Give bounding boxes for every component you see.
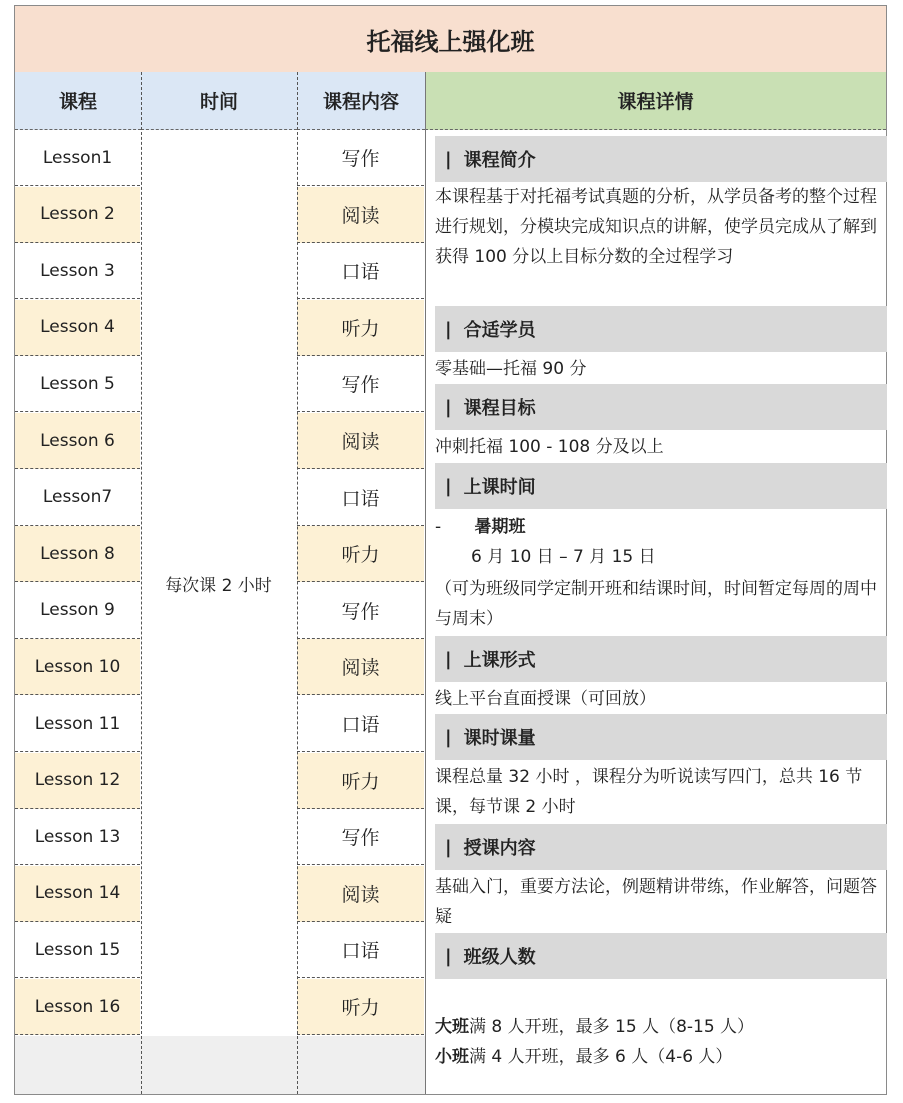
schedule-dash: - — [435, 517, 442, 537]
empty-cell — [15, 1036, 141, 1094]
lesson-content-cell: 听力 — [297, 979, 424, 1035]
column-divider — [297, 72, 298, 1094]
lesson-name-cell: Lesson 12 — [15, 753, 140, 809]
empty-cell — [297, 1036, 425, 1094]
small-class-text: 满 4 人开班，最多 6 人（4-6 人） — [469, 1047, 733, 1067]
header-details: 课程详情 — [425, 72, 886, 130]
lesson-content-cell: 写作 — [297, 809, 424, 865]
lesson-name-cell: Lesson 9 — [15, 583, 140, 639]
section-title: 课时课量 — [463, 728, 536, 749]
header-content: 课程内容 — [297, 72, 425, 130]
lesson-name-cell: Lesson 2 — [15, 187, 140, 243]
lesson-name-cell: Lesson7 — [15, 470, 140, 526]
lesson-name-cell: Lesson 8 — [15, 526, 140, 582]
section-intro — [435, 136, 887, 182]
lesson-content-cell: 阅读 — [297, 413, 424, 469]
lesson-name-cell: Lesson1 — [15, 130, 140, 186]
section-title: 课程简介 — [463, 150, 536, 171]
intro-text: 本课程基于对托福考试真题的分析，从学员备考的整个过程进行规划，分模块完成知识点的讲解，使学员完成从了解到获得 100 分以上目标分数的全过程学习 — [435, 187, 877, 267]
section-bar: | — [445, 945, 452, 967]
section-schedule — [435, 463, 887, 509]
lesson-content-cell: 口语 — [297, 922, 424, 978]
lesson-content-cell: 听力 — [297, 300, 424, 356]
lesson-content-cell: 口语 — [297, 696, 424, 752]
teaching-text: 基础入门，重要方法论，例题精讲带练，作业解答，问题答疑 — [435, 877, 877, 927]
schedule-term: 暑期班 — [474, 517, 526, 537]
time-cell: 每次课 2 小时 — [165, 575, 272, 596]
small-class-row — [435, 1042, 883, 1072]
lesson-name-cell: Lesson 6 — [15, 413, 140, 469]
empty-cell — [141, 1036, 297, 1094]
section-bar: | — [445, 648, 452, 670]
column-divider — [141, 72, 142, 1094]
big-class-row — [435, 1012, 883, 1042]
section-teaching — [435, 824, 887, 870]
course-table — [14, 5, 887, 1095]
lesson-content-cell: 阅读 — [297, 866, 424, 922]
lesson-content-cell: 口语 — [297, 243, 424, 299]
section-title: 授课内容 — [463, 838, 536, 859]
lesson-name-cell: Lesson 10 — [15, 639, 140, 695]
lesson-name-cell: Lesson 4 — [15, 300, 140, 356]
section-bar: | — [445, 836, 452, 858]
section-goal — [435, 384, 887, 430]
format-text: 线上平台直面授课（可回放） — [435, 689, 656, 709]
big-class-label: 大班 — [435, 1017, 469, 1037]
students-text: 零基础—托福 90 分 — [435, 359, 587, 379]
details-panel — [425, 130, 888, 1096]
table-title: 托福线上强化班 — [15, 6, 886, 73]
lesson-name-cell: Lesson 13 — [15, 809, 140, 865]
section-title: 班级人数 — [463, 947, 536, 968]
section-bar: | — [445, 148, 452, 170]
section-format — [435, 636, 887, 682]
section-title: 课程目标 — [463, 398, 536, 419]
lesson-content-cell: 写作 — [297, 130, 424, 186]
lesson-content-cell: 写作 — [297, 583, 424, 639]
lesson-content-cell: 阅读 — [297, 639, 424, 695]
lesson-name-cell: Lesson 5 — [15, 356, 140, 412]
section-title: 上课时间 — [463, 477, 536, 498]
section-title: 合适学员 — [463, 320, 536, 341]
lesson-name-cell: Lesson 11 — [15, 696, 140, 752]
big-class-text: 满 8 人开班，最多 15 人（8-15 人） — [469, 1017, 755, 1037]
lesson-content-cell: 口语 — [297, 470, 424, 526]
header-course: 课程 — [15, 72, 141, 130]
goal-text: 冲刺托福 100 - 108 分及以上 — [435, 437, 664, 457]
lesson-name-cell: Lesson 3 — [15, 243, 140, 299]
lesson-name-cell: Lesson 14 — [15, 866, 140, 922]
section-class-size — [435, 933, 887, 979]
lesson-content-cell: 写作 — [297, 356, 424, 412]
lesson-content-cell: 听力 — [297, 753, 424, 809]
section-bar: | — [445, 475, 452, 497]
schedule-note: （可为班级同学定制开班和结课时间，时间暂定每周的周中与周末） — [435, 579, 877, 629]
small-class-label: 小班 — [435, 1047, 469, 1067]
section-bar: | — [445, 396, 452, 418]
section-bar: | — [445, 318, 452, 340]
lesson-name-cell: Lesson 16 — [15, 979, 140, 1035]
lesson-content-cell: 听力 — [297, 526, 424, 582]
section-students — [435, 306, 887, 352]
schedule-term-row — [435, 512, 883, 542]
section-hours — [435, 714, 887, 760]
section-bar: | — [445, 726, 452, 748]
hours-text: 课程总量 32 小时 ，课程分为听说读写四门，总共 16 节课，每节课 2 小时 — [435, 767, 863, 817]
lesson-content-cell: 阅读 — [297, 187, 424, 243]
header-time: 时间 — [141, 72, 297, 130]
schedule-dates: 6 月 10 日 – 7 月 15 日 — [471, 547, 656, 567]
section-title: 上课形式 — [463, 650, 536, 671]
lesson-name-cell: Lesson 15 — [15, 922, 140, 978]
